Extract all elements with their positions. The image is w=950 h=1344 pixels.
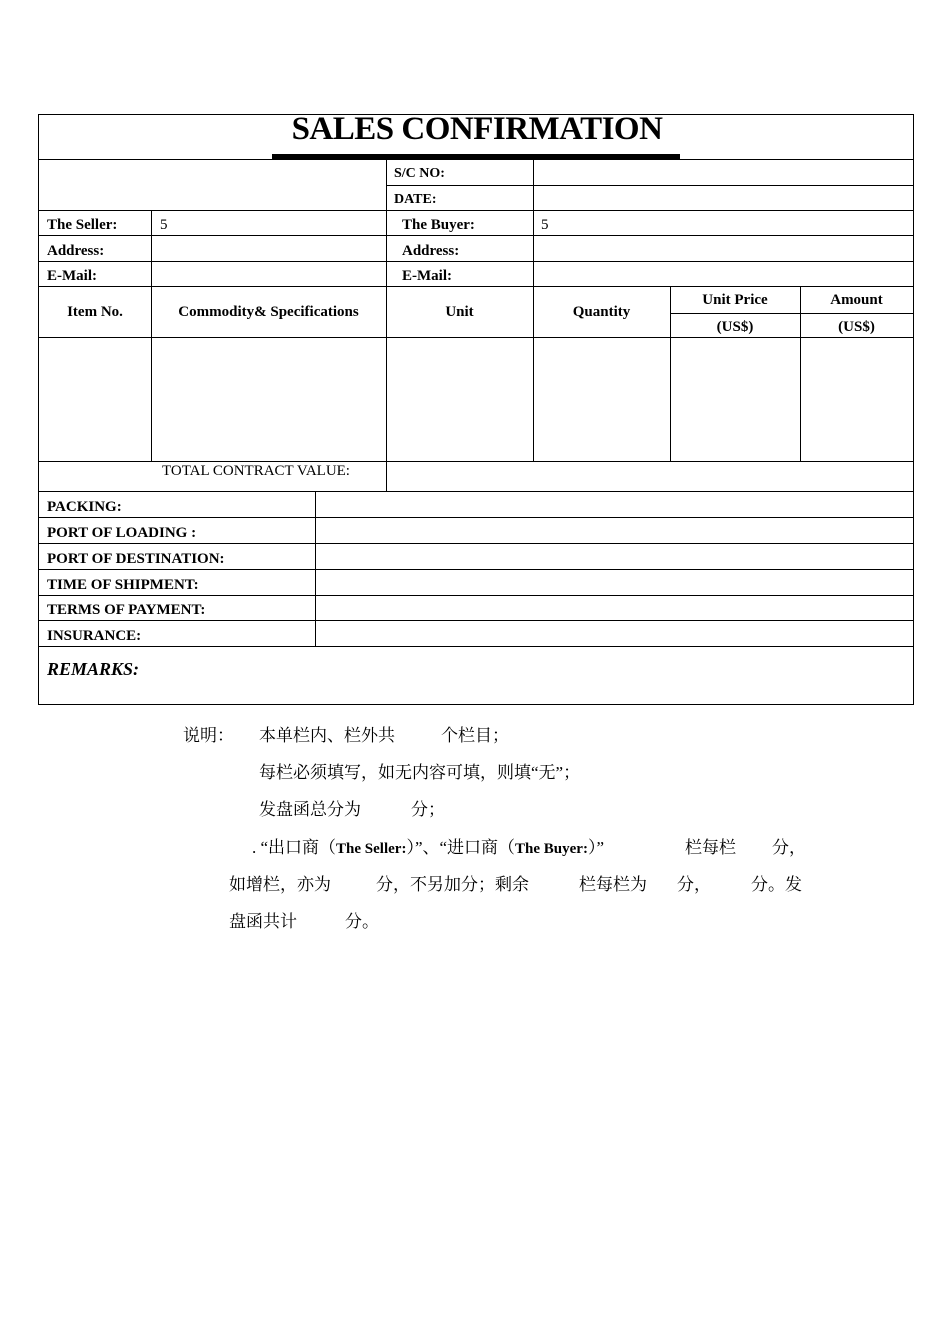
note-line3-a: 发盘函总分为 — [259, 800, 361, 819]
note-line4-d: 栏每栏 — [685, 838, 736, 857]
buyer-address-label: Address: — [402, 243, 460, 259]
buyer-value: 5 — [541, 217, 549, 233]
packing-label: PACKING: — [47, 499, 122, 515]
seller-address-label: Address: — [47, 243, 105, 259]
divider — [39, 210, 913, 211]
divider — [39, 543, 913, 544]
port-of-loading-label: PORT OF LOADING : — [47, 525, 197, 541]
notes-label: 说明： — [183, 726, 234, 745]
total-contract-value-label: TOTAL CONTRACT VALUE: — [162, 463, 350, 479]
note-line4 — [252, 837, 604, 860]
port-of-destination-label: PORT OF DESTINATION: — [47, 551, 225, 567]
insurance-label: INSURANCE: — [47, 628, 142, 644]
form-title: SALES CONFIRMATION — [291, 111, 663, 147]
divider — [39, 595, 913, 596]
note-line6-b: 分。 — [345, 912, 379, 931]
time-of-shipment-label: TIME OF SHIPMENT: — [47, 577, 199, 593]
divider — [39, 620, 913, 621]
note-line1-a: 本单栏内、栏外共 — [259, 726, 395, 745]
divider — [39, 261, 913, 262]
note-line5-a: 如增栏，亦为 — [229, 875, 331, 894]
col-amount: Amount — [830, 292, 883, 308]
note-seller-term: The Seller: — [336, 841, 407, 857]
divider — [800, 286, 801, 461]
note-line1-b: 个栏目； — [441, 726, 509, 745]
note-line5-c: 栏每栏为 — [579, 875, 647, 894]
note-line2: 每栏必须填写，如无内容可填，则填“无”； — [259, 763, 581, 782]
divider — [151, 210, 152, 461]
note-line6-a: 盘函共计 — [229, 912, 297, 931]
terms-of-payment-label: TERMS OF PAYMENT: — [47, 602, 206, 618]
note-line3-b: 分； — [411, 800, 445, 819]
note-line5-d: 分， — [677, 875, 711, 894]
note-line4-c: ）” — [587, 838, 605, 857]
note-line4-e: 分， — [772, 838, 806, 857]
divider — [39, 569, 913, 570]
note-line5-b: 分，不另加分；剩余 — [376, 875, 529, 894]
divider — [386, 185, 913, 186]
buyer-label: The Buyer: — [402, 217, 475, 233]
col-quantity: Quantity — [572, 304, 631, 320]
col-unit: Unit — [445, 304, 474, 320]
col-amount-currency: (US$) — [838, 319, 875, 335]
col-unit-price: Unit Price — [702, 292, 768, 308]
divider — [39, 337, 913, 338]
note-line4-b: ）”、“进口商（ — [406, 838, 516, 857]
sc-no-label: S/C NO: — [394, 166, 445, 181]
divider — [386, 461, 387, 491]
note-line4-a: . “出口商（ — [252, 838, 337, 857]
seller-label: The Seller: — [47, 217, 118, 233]
sales-confirmation-form — [38, 111, 914, 705]
date-label: DATE: — [394, 192, 437, 207]
divider — [670, 313, 913, 314]
buyer-email-label: E-Mail: — [402, 268, 452, 284]
col-unit-price-currency: (US$) — [716, 319, 754, 335]
divider — [39, 235, 913, 236]
divider — [39, 491, 913, 492]
note-line5-e: 分。发 — [751, 875, 802, 894]
divider — [670, 286, 671, 461]
note-buyer-term: The Buyer: — [515, 841, 588, 857]
divider — [39, 517, 913, 518]
seller-email-label: E-Mail: — [47, 268, 97, 284]
divider — [39, 159, 913, 160]
divider — [39, 646, 913, 647]
divider — [39, 286, 913, 287]
col-commodity: Commodity& Specifications — [178, 304, 359, 320]
divider — [315, 491, 316, 646]
seller-value: 5 — [160, 217, 168, 233]
remarks-label: REMARKS: — [47, 659, 140, 679]
col-item-no: Item No. — [67, 304, 123, 320]
